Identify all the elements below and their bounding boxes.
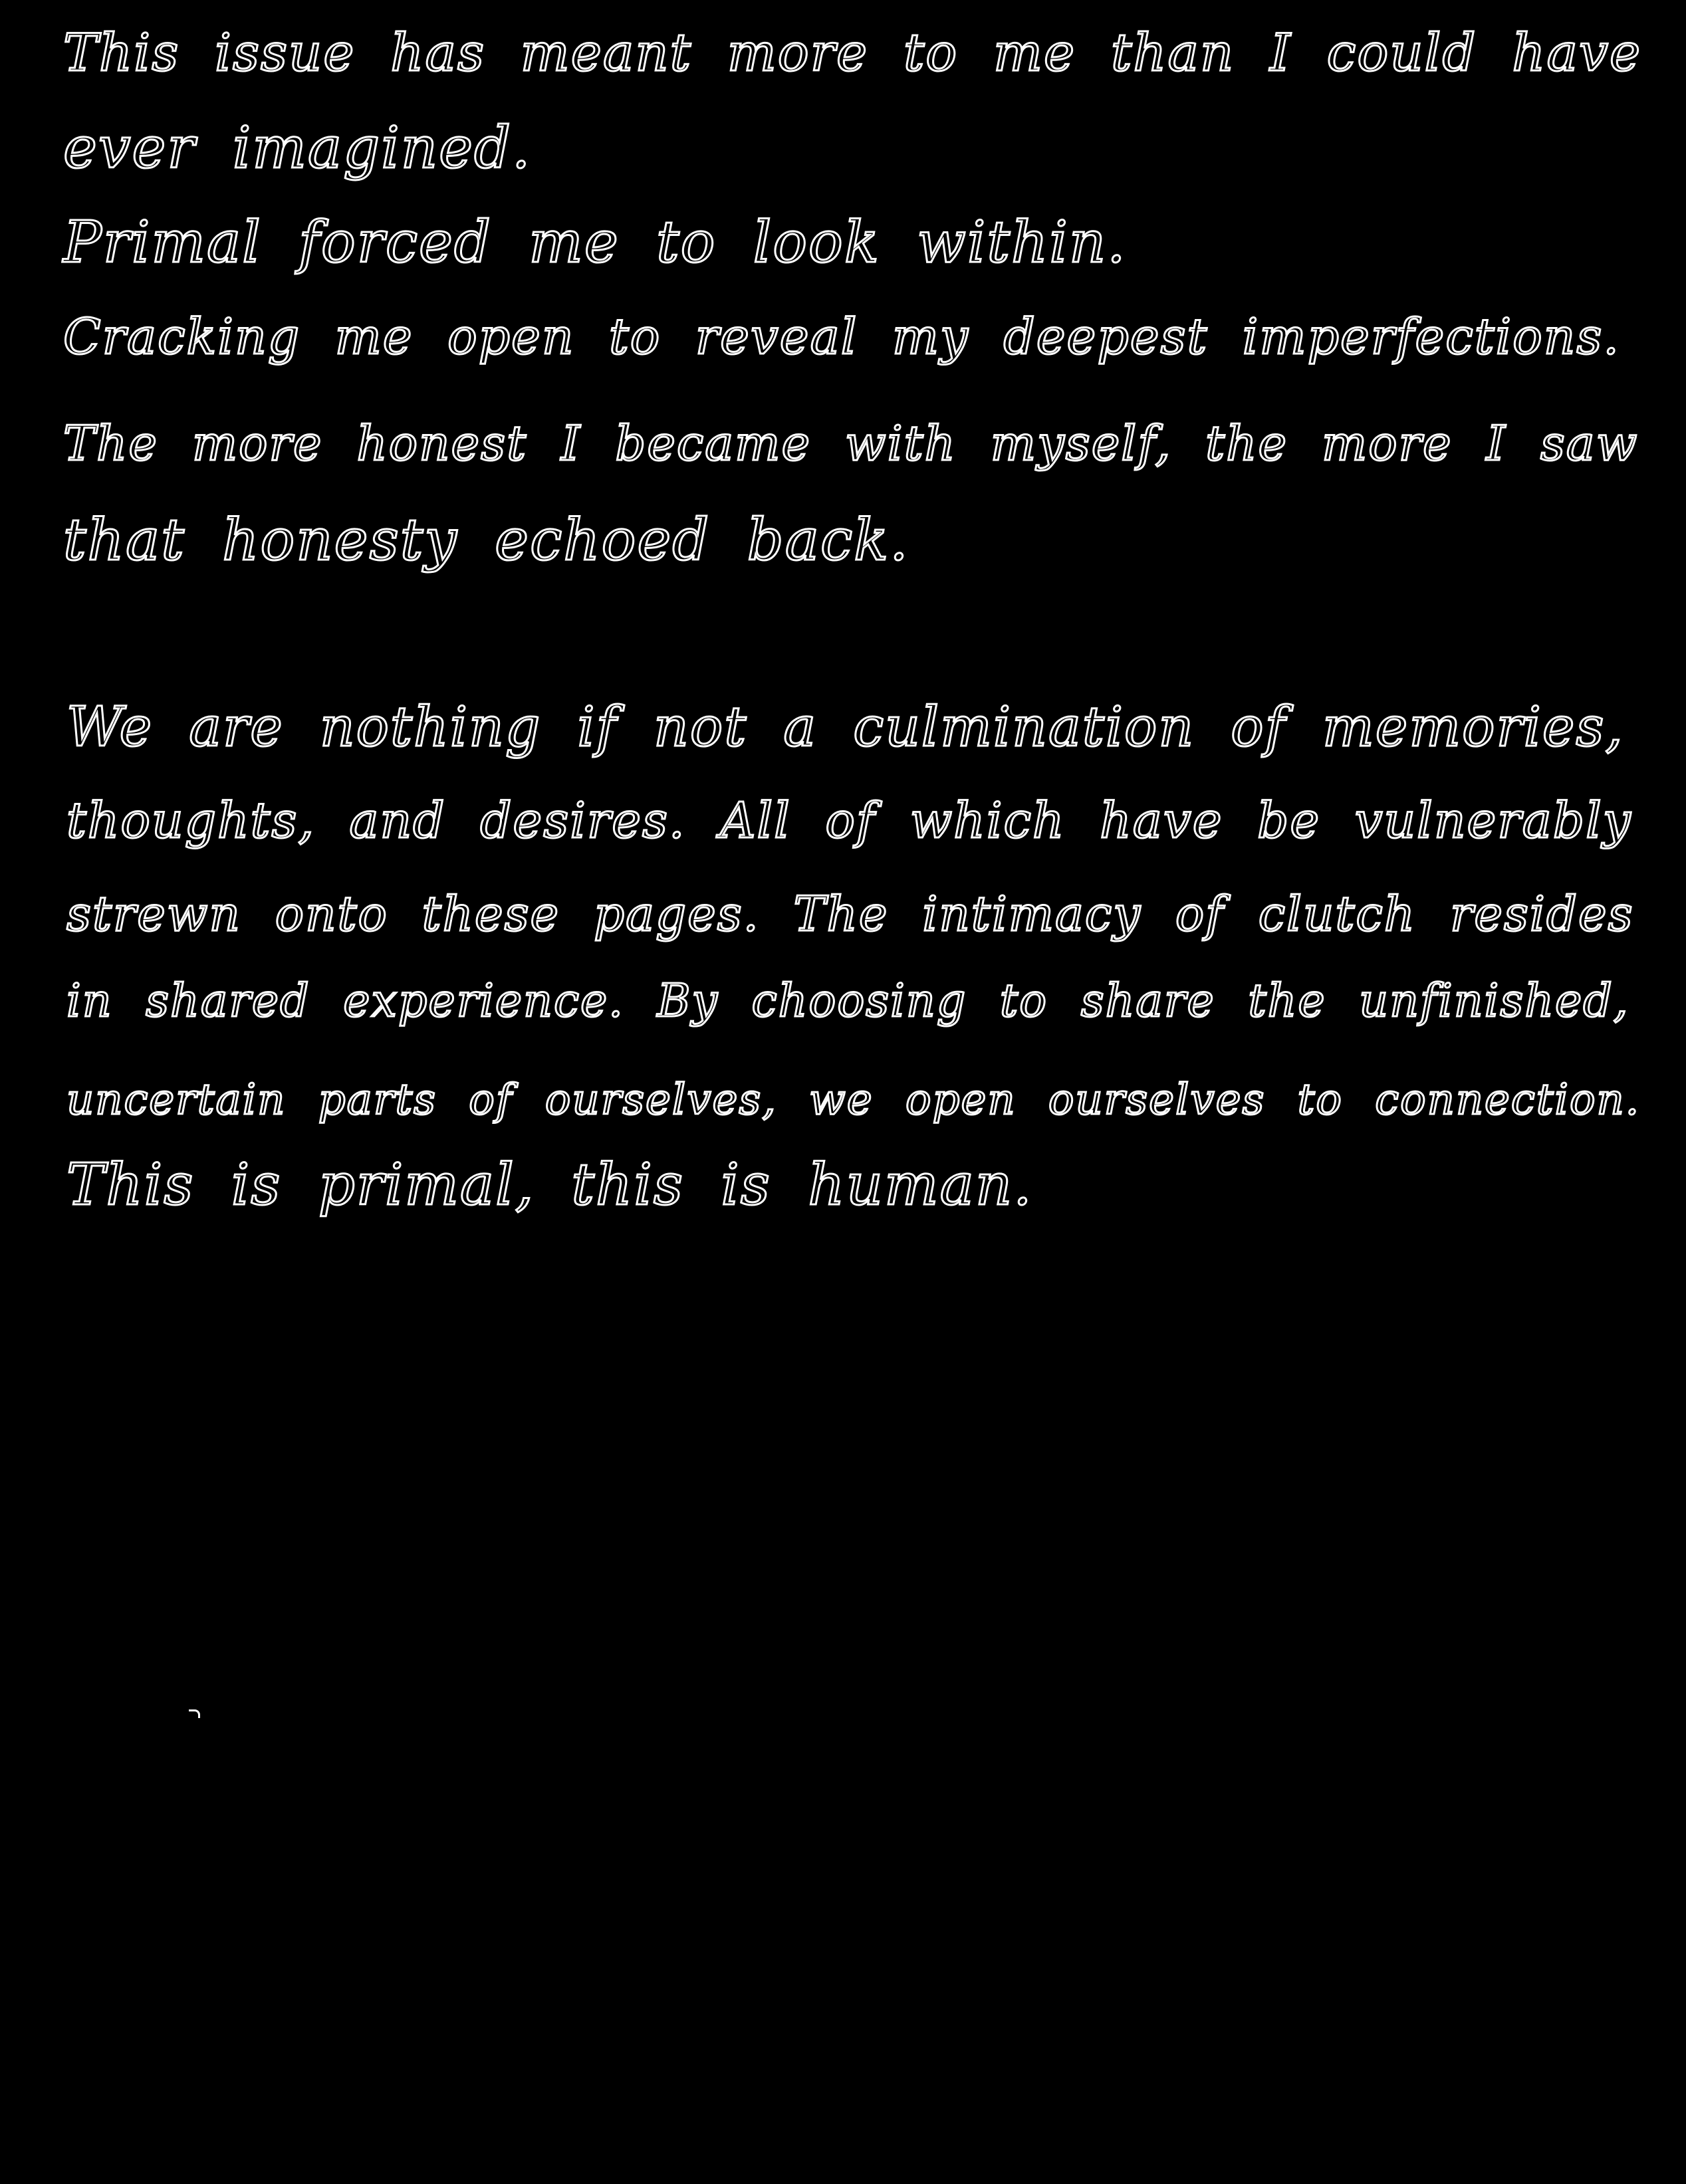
handwritten-line: ever imagined.	[63, 115, 532, 181]
handwritten-line: in shared experience. By choosing to share the unfinished,	[66, 975, 1629, 1028]
handwritten-line: We are nothing if not a culmination of memories,	[66, 696, 1624, 759]
handwritten-line: The more honest I became with myself, the more I saw	[63, 415, 1639, 471]
handwritten-line: that honesty echoed back.	[63, 507, 909, 574]
handwritten-line: Cracking me open to reveal my deepest imperfections.	[63, 308, 1620, 366]
handwritten-line: This is primal, this is human.	[66, 1152, 1033, 1218]
handwritten-line: strewn onto these pages. The intimacy of clutch resides	[66, 886, 1634, 942]
handwritten-line: This issue has meant more to me than I could have	[63, 23, 1642, 83]
handwritten-line: Primal forced me to look within.	[63, 209, 1127, 276]
stray-pen-mark	[189, 1709, 200, 1718]
handwritten-line: uncertain parts of ourselves, we open ourselves to connection.	[66, 1075, 1641, 1125]
handwritten-line: thoughts, and desires. All of which have be vulnerably	[66, 792, 1632, 849]
